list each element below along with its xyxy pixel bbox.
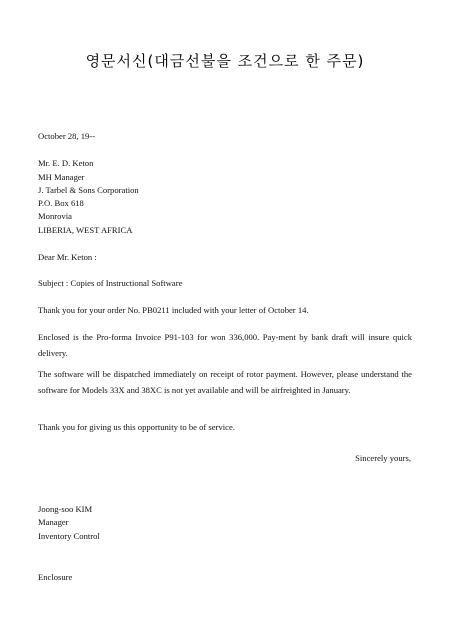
paragraph-closing-thanks: Thank you for giving us this opportunity to be of service. bbox=[38, 422, 235, 432]
recipient-name: Mr. E. D. Keton bbox=[38, 158, 94, 168]
signer-title: Manager bbox=[38, 517, 69, 527]
recipient-city: Monrovia bbox=[38, 211, 72, 221]
recipient-title: MH Manager bbox=[38, 172, 85, 182]
letter-date: October 28, 19-- bbox=[38, 131, 96, 141]
paragraph-invoice: Enclosed is the Pro-forma Invoice P91-103 for won 336,000. Pay-ment by bank draft will insure quick delivery. bbox=[38, 332, 412, 358]
document-title: 영문서신(대금선불을 조건으로 한 주문) bbox=[85, 52, 365, 70]
paragraph-order-thanks: Thank you for your order No. PB0211 included with your letter of October 14. bbox=[38, 305, 309, 315]
subject-line: Subject : Copies of Instructional Software bbox=[38, 278, 183, 288]
paragraph-dispatch: The software will be dispatched immediately on receipt of rotor payment. However, please understand the software for Models 33X and 38XC is not yet available and will be airfreighted in January. bbox=[38, 369, 412, 395]
enclosure-note: Enclosure bbox=[38, 572, 73, 582]
recipient-pobox: P.O. Box 618 bbox=[38, 198, 84, 208]
salutation: Dear Mr. Keton : bbox=[38, 252, 97, 262]
signer-name: Joong-soo KIM bbox=[38, 504, 93, 514]
recipient-country: LIBERIA, WEST AFRICA bbox=[38, 225, 133, 235]
recipient-company: J. Tarbel & Sons Corporation bbox=[38, 185, 139, 195]
complimentary-close: Sincerely yours, bbox=[355, 453, 411, 463]
signer-department: Inventory Control bbox=[38, 531, 100, 541]
